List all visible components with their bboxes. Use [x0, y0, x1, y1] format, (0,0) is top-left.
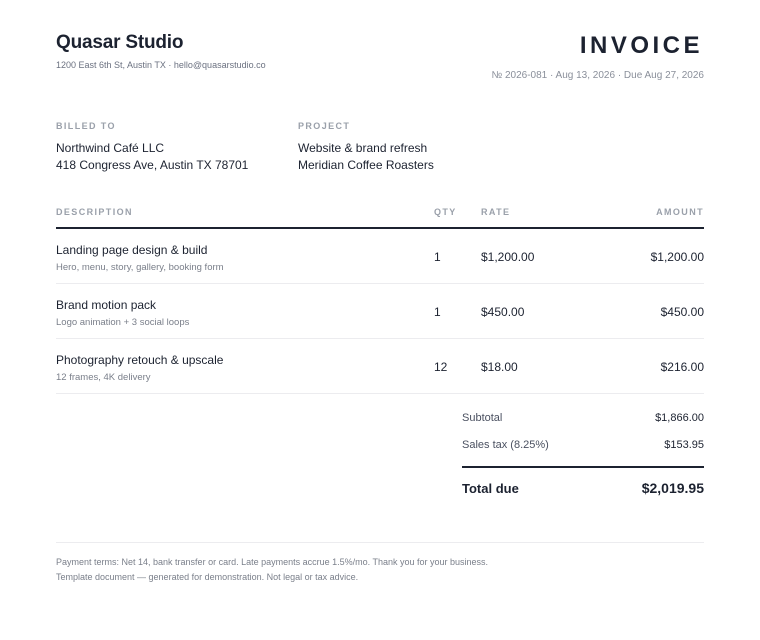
invoice-title: INVOICE: [579, 32, 703, 59]
item-title: Brand motion pack: [56, 298, 157, 312]
table-header: [56, 205, 704, 229]
table-row: [56, 339, 704, 394]
project-client: Meridian Coffee Roasters: [298, 158, 434, 172]
item-amount: $216.00: [660, 360, 704, 374]
subtotal-value: $1,866.00: [655, 412, 704, 424]
total-due-value: $2,019.95: [641, 480, 704, 496]
company-name: Quasar Studio: [56, 32, 184, 53]
table-row: [56, 229, 704, 284]
table-row: [56, 284, 704, 339]
header-qty: QTY: [434, 207, 457, 217]
billed-to-label: BILLED TO: [56, 121, 116, 131]
tax-label: Sales tax (8.25%): [462, 439, 549, 451]
project-label: PROJECT: [298, 121, 351, 131]
client-address: 418 Congress Ave, Austin TX 78701: [56, 158, 249, 172]
project-section: [298, 121, 434, 174]
item-qty: 12: [434, 360, 448, 374]
subtotal-label: Subtotal: [462, 412, 503, 424]
totals-section: [462, 408, 704, 508]
footer-divider: [56, 542, 704, 543]
item-rate: $1,200.00: [481, 250, 535, 264]
client-name: Northwind Café LLC: [56, 141, 165, 155]
tax-value: $153.95: [664, 439, 704, 451]
project-name: Website & brand refresh: [298, 141, 428, 155]
item-qty: 1: [434, 305, 441, 319]
disclaimer: Template document — generated for demonstration. Not legal or tax advice.: [56, 572, 359, 582]
invoice-meta: № 2026-081 · Aug 13, 2026 · Due Aug 27, 2026: [491, 70, 704, 81]
subtotal-row: [462, 408, 704, 435]
billed-to-section: [56, 121, 248, 174]
item-amount: $450.00: [660, 305, 704, 319]
payment-terms: Payment terms: Net 14, bank transfer or card. Late payments accrue 1.5%/mo. Thank you for your business.: [56, 557, 489, 567]
total-due-row: [462, 468, 704, 508]
item-detail: Hero, menu, story, gallery, booking form: [56, 262, 224, 273]
item-title: Landing page design & build: [56, 243, 208, 257]
item-rate: $18.00: [481, 360, 518, 374]
item-qty: 1: [434, 250, 441, 264]
header-rate: RATE: [481, 207, 511, 217]
header-amount: AMOUNT: [656, 207, 704, 217]
header-description: DESCRIPTION: [56, 207, 133, 217]
company-address: 1200 East 6th St, Austin TX · hello@quasarstudio.co: [56, 60, 266, 70]
item-amount: $1,200.00: [650, 250, 704, 264]
item-rate: $450.00: [481, 305, 525, 319]
item-title: Photography retouch & upscale: [56, 353, 224, 367]
line-items-table: [56, 205, 704, 394]
tax-row: [462, 435, 704, 462]
item-detail: Logo animation + 3 social loops: [56, 317, 190, 328]
item-detail: 12 frames, 4K delivery: [56, 372, 151, 383]
total-due-label: Total due: [462, 481, 519, 496]
